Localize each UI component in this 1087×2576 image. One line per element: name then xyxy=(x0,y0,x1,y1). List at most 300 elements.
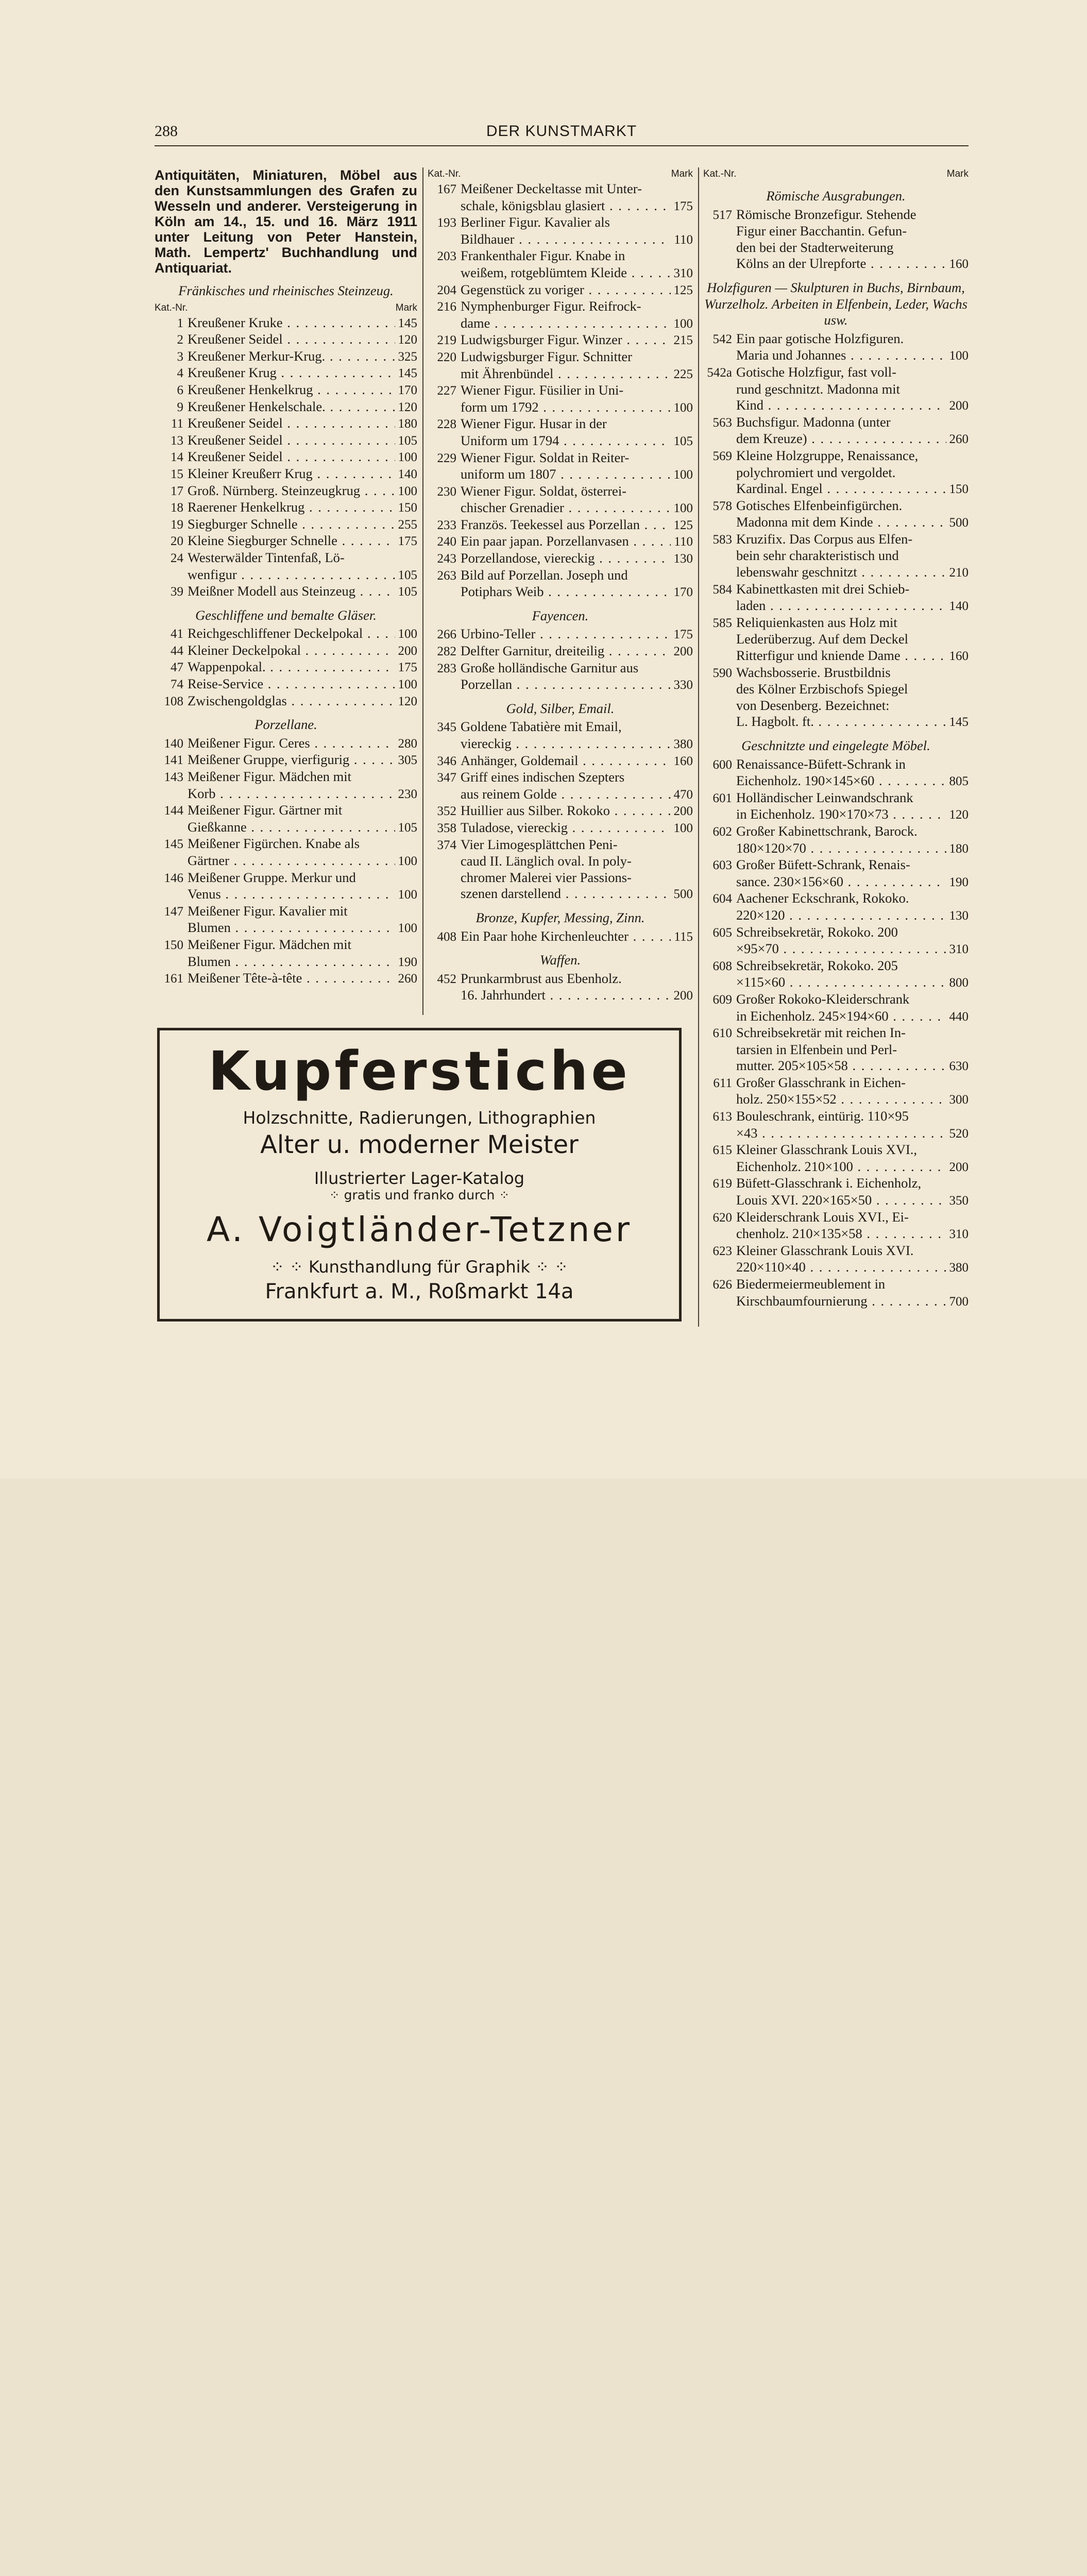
catalog-entry xyxy=(428,803,693,820)
catalog-entry-continuation xyxy=(703,381,969,398)
price: 325 xyxy=(398,349,417,364)
price: 130 xyxy=(949,908,969,923)
catalog-entry xyxy=(703,1025,969,1042)
price: 500 xyxy=(673,887,693,902)
catalog-entry xyxy=(428,450,693,467)
catalog-number: 2 xyxy=(177,333,183,347)
column-divider-2 xyxy=(698,167,699,1327)
price: 225 xyxy=(673,367,693,381)
catalog-number-heading: Kat.-Nr. xyxy=(703,168,737,179)
catalog-entry-continuation xyxy=(703,631,969,648)
catalog-entry xyxy=(155,583,417,600)
entry-text: Vier Limogesplättchen Peni- xyxy=(461,836,618,852)
price: 100 xyxy=(398,677,417,692)
entry-text: mit Ährenbündel . . . xyxy=(461,366,671,382)
catalog-entry xyxy=(428,971,693,988)
catalog-entry xyxy=(703,207,969,224)
catalog-number: 243 xyxy=(437,552,456,566)
price: 175 xyxy=(673,628,693,642)
price: 210 xyxy=(949,566,969,580)
entry-text: form um 1792 . . . xyxy=(461,399,671,416)
column-divider-1 xyxy=(422,167,423,1015)
catalog-entry-continuation xyxy=(703,1226,969,1243)
price: 500 xyxy=(949,516,969,530)
catalog-entry xyxy=(428,332,693,349)
section-heading: Geschnitzte und eingelegte Möbel. xyxy=(741,738,930,753)
catalog-entry xyxy=(703,823,969,840)
catalog-entry-continuation xyxy=(428,870,693,886)
price: 200 xyxy=(949,1160,969,1174)
entry-text: Großer Glasschrank in Eichen- xyxy=(736,1074,906,1090)
catalog-number: 610 xyxy=(712,1026,732,1041)
entry-text: sance. 230×156×60 . . . xyxy=(736,874,946,890)
catalog-entry xyxy=(428,820,693,837)
column-heading xyxy=(428,167,693,181)
catalog-number: 608 xyxy=(712,959,732,973)
catalog-entry-continuation xyxy=(703,1192,969,1209)
catalog-entry-continuation xyxy=(703,941,969,958)
catalog-entry-continuation xyxy=(428,198,693,215)
catalog-entry-continuation xyxy=(428,500,693,517)
entry-text: Reliquienkasten aus Holz mit xyxy=(736,614,897,630)
price: 105 xyxy=(673,434,693,448)
entry-text: Kreußener Krug . . . xyxy=(188,365,395,381)
entry-text: Wiener Figur. Soldat in Reiter- xyxy=(461,449,630,465)
catalog-entry xyxy=(703,665,969,682)
catalog-entry-continuation xyxy=(703,1042,969,1058)
entry-text: lebenswahr geschnitzt . . . xyxy=(736,564,946,581)
catalog-number: 203 xyxy=(437,249,456,264)
entry-text: Meißener Figur. Kavalier mit xyxy=(188,903,348,919)
entry-text: Kardinal. Engel . . . xyxy=(736,481,946,497)
catalog-entry-continuation xyxy=(155,920,417,937)
price: 440 xyxy=(949,1009,969,1024)
catalog-number: 44 xyxy=(171,643,183,658)
catalog-entry-continuation xyxy=(703,548,969,564)
entry-text: Porzellandose, viereckig . . . xyxy=(461,550,671,567)
catalog-entry xyxy=(703,1209,969,1226)
catalog-number: 347 xyxy=(437,771,456,785)
catalog-entry-continuation xyxy=(155,853,417,870)
entry-text: Kleine Siegburger Schnelle . . . xyxy=(188,533,395,549)
price: 160 xyxy=(949,649,969,664)
catalog-number: 603 xyxy=(712,858,732,873)
catalog-entry xyxy=(428,248,693,265)
catalog-entry-continuation xyxy=(703,240,969,256)
price: 100 xyxy=(673,400,693,415)
ad-line xyxy=(160,1188,679,1202)
catalog-entry-continuation xyxy=(428,584,693,601)
catalog-column-2 xyxy=(428,167,693,1004)
catalog-entry-continuation xyxy=(428,399,693,416)
entry-text: Reichgeschliffener Deckelpokal . . . xyxy=(188,625,395,642)
entry-text: Ein paar gotische Holzfiguren. xyxy=(736,330,904,346)
catalog-number: 590 xyxy=(712,666,732,680)
catalog-entry-continuation xyxy=(703,514,969,531)
entry-text: Buchsfigur. Madonna (unter xyxy=(736,414,891,430)
entry-text: Kreußener Seidel . . . xyxy=(188,432,395,449)
catalog-entry xyxy=(155,693,417,710)
section-heading: Fränkisches und rheinisches Steinzeug. xyxy=(178,283,394,298)
catalog-number: 604 xyxy=(712,892,732,906)
catalog-entry-continuation xyxy=(703,1259,969,1276)
entry-text: Gärtner . . . xyxy=(188,853,395,869)
entry-text: schale, königsblau glasiert . . . xyxy=(461,198,671,214)
price: 150 xyxy=(949,482,969,497)
price: 470 xyxy=(673,787,693,802)
price: 100 xyxy=(398,450,417,465)
catalog-entry xyxy=(155,499,417,516)
section-heading: Porzellane. xyxy=(254,717,317,733)
catalog-entry xyxy=(155,752,417,769)
price: 200 xyxy=(949,399,969,413)
catalog-entry xyxy=(155,466,417,483)
catalog-number: 74 xyxy=(171,677,183,692)
catalog-number: 147 xyxy=(164,904,183,919)
catalog-number: 140 xyxy=(164,736,183,751)
catalog-number: 613 xyxy=(712,1110,732,1124)
entry-text: den bei der Stadterweiterung xyxy=(736,239,894,255)
ad-title: Kupferstiche xyxy=(208,1040,631,1103)
entry-text: Kreußener Seidel . . . xyxy=(188,449,395,465)
entry-text: in Eichenholz. 190×170×73 . . . xyxy=(736,806,946,823)
catalog-entry xyxy=(703,581,969,598)
catalog-number: 620 xyxy=(712,1210,732,1225)
catalog-number: 240 xyxy=(437,535,456,549)
price: 170 xyxy=(398,383,417,397)
catalog-entry-continuation xyxy=(428,231,693,248)
price: 175 xyxy=(398,534,417,549)
price: 380 xyxy=(673,737,693,751)
ad-address: Frankfurt a. M., Roßmarkt 14a xyxy=(265,1280,574,1303)
price: 175 xyxy=(673,199,693,213)
price: 330 xyxy=(673,678,693,692)
catalog-entry xyxy=(703,857,969,874)
catalog-number-heading: Kat.-Nr. xyxy=(155,302,188,313)
catalog-entry xyxy=(428,550,693,567)
entry-text: Wiener Figur. Füsilier in Uni- xyxy=(461,382,624,398)
price: 145 xyxy=(398,366,417,381)
catalog-number: 41 xyxy=(171,627,183,641)
entry-text: Meißener Figur. Ceres . . . xyxy=(188,735,395,752)
entry-text: Meißener Gruppe, vierfigurig . . . xyxy=(188,752,395,768)
entry-text: Kreußener Henkelkrug . . . xyxy=(188,382,395,398)
catalog-entry xyxy=(155,415,417,432)
catalog-number-heading: Kat.-Nr. xyxy=(428,168,461,179)
page-header xyxy=(155,120,969,142)
price: 150 xyxy=(398,501,417,515)
viewer-footer xyxy=(0,1479,1087,1562)
ad-line: Illustrierter Lager-Katalog xyxy=(314,1168,525,1188)
entry-text: Siegburger Schnelle . . . xyxy=(188,516,395,533)
catalog-entry xyxy=(428,769,693,786)
catalog-number: 145 xyxy=(164,837,183,852)
entry-text: Potiphars Weib . . . xyxy=(461,584,671,600)
catalog-entry-continuation xyxy=(428,786,693,803)
catalog-number: 18 xyxy=(171,501,183,515)
catalog-entry xyxy=(703,615,969,632)
catalog-entry-continuation xyxy=(428,886,693,903)
price: 100 xyxy=(673,468,693,482)
catalog-entry xyxy=(428,928,693,945)
entry-text: szenen darstellend . . . xyxy=(461,886,671,902)
catalog-number: 283 xyxy=(437,661,456,675)
entry-text: Meißener Figur. Gärtner mit xyxy=(188,802,343,818)
price: 100 xyxy=(398,627,417,641)
price: 200 xyxy=(673,989,693,1003)
entry-text: Kreußener Kruke . . . xyxy=(188,315,395,331)
catalog-entry xyxy=(155,937,417,954)
entry-text: Meißener Figur. Mädchen mit xyxy=(188,769,351,785)
entry-text: Westerwälder Tintenfaß, Lö- xyxy=(188,549,345,565)
catalog-entry xyxy=(155,676,417,693)
price: 310 xyxy=(949,942,969,957)
entry-text: Huillier aus Silber. Rokoko . . . xyxy=(461,803,671,819)
price: 190 xyxy=(949,875,969,889)
entry-text: tarsien in Elfenbein und Perl- xyxy=(736,1041,897,1057)
catalog-number: 1 xyxy=(177,316,183,330)
price: 105 xyxy=(398,585,417,599)
catalog-entry-continuation xyxy=(428,433,693,450)
catalog-entry-continuation xyxy=(703,907,969,924)
entry-text: holz. 250×155×52 . . . xyxy=(736,1091,946,1108)
section-heading: Geschliffene und bemalte Gläser. xyxy=(195,607,377,623)
catalog-entry-continuation xyxy=(703,598,969,615)
entry-text: Kreußener Merkur-Krug. . . . xyxy=(188,348,395,365)
catalog-number: 584 xyxy=(712,582,732,597)
catalog-number: 150 xyxy=(164,938,183,952)
price: 260 xyxy=(949,432,969,447)
entry-text: ×95×70 . . . xyxy=(736,941,946,957)
catalog-number: 233 xyxy=(437,518,456,532)
catalog-entry xyxy=(155,365,417,382)
price: 110 xyxy=(674,535,693,549)
catalog-entry xyxy=(703,1243,969,1260)
catalog-number: 108 xyxy=(164,694,183,708)
entry-text: 180×120×70 . . . xyxy=(736,840,946,857)
entry-text: Ludwigsburger Figur. Schnitter xyxy=(461,348,632,364)
entry-text: Römische Bronzefigur. Stehende xyxy=(736,206,916,222)
catalog-entry-continuation xyxy=(428,736,693,753)
catalog-entry-continuation xyxy=(155,819,417,836)
entry-text: Kölns an der Ulrepforte . . . xyxy=(736,256,946,272)
catalog-entry xyxy=(703,958,969,975)
section-heading: Bronze, Kupfer, Messing, Zinn. xyxy=(475,909,645,925)
entry-text: Bild auf Porzellan. Joseph und xyxy=(461,567,628,583)
catalog-number: 39 xyxy=(171,585,183,599)
catalog-number: 585 xyxy=(712,616,732,630)
entry-text: Maria und Johannes . . . xyxy=(736,347,946,364)
catalog-number: 230 xyxy=(437,484,456,499)
entry-text: Anhänger, Goldemail . . . xyxy=(461,753,671,769)
catalog-entry xyxy=(155,802,417,819)
entry-text: Groß. Nürnberg. Steinzeugkrug . . . xyxy=(188,483,395,499)
catalog-entry xyxy=(155,449,417,466)
entry-text: Blumen . . . xyxy=(188,920,395,936)
entry-text: Wiener Figur. Soldat, österrei- xyxy=(461,483,627,499)
catalog-number: 517 xyxy=(712,208,732,222)
ad-line-text: gratis und franko durch xyxy=(344,1188,495,1202)
price: 305 xyxy=(398,753,417,768)
entry-text: Uniform um 1794 . . . xyxy=(461,433,671,449)
entry-text: Kind . . . xyxy=(736,397,946,414)
catalog-number: 600 xyxy=(712,757,732,772)
catalog-number: 219 xyxy=(437,333,456,348)
entry-text: Goldene Tabatière mit Email, xyxy=(461,719,622,735)
entry-text: Meißener Figur. Mädchen mit xyxy=(188,936,351,952)
catalog-entry xyxy=(428,214,693,231)
price: 805 xyxy=(949,774,969,789)
entry-text: Holländischer Leinwandschrank xyxy=(736,789,913,805)
entry-text: polychromiert und vergoldet. xyxy=(736,464,896,480)
entry-text: Madonna mit dem Kinde . . . xyxy=(736,514,946,531)
entry-text: Wachsbosserie. Brustbildnis xyxy=(736,664,891,680)
entry-text: Prunkarmbrust aus Ebenholz. xyxy=(461,970,622,986)
catalog-entry xyxy=(155,903,417,920)
catalog-number: 9 xyxy=(177,400,183,414)
price: 145 xyxy=(949,715,969,730)
catalog-entry xyxy=(703,756,969,773)
entry-text: Tuladose, viereckig . . . xyxy=(461,820,671,836)
catalog-entry-continuation xyxy=(428,987,693,1004)
section-heading: Holzfiguren — Skulpturen in Buchs, Birnbaum, Wurzelholz. Arbeiten in Elfenbein, Leder, Wachs usw. xyxy=(704,279,967,328)
price: 100 xyxy=(398,484,417,498)
catalog-entry-continuation xyxy=(155,786,417,803)
column-heading xyxy=(155,301,417,315)
catalog-entry-continuation xyxy=(428,265,693,282)
catalog-entry-continuation xyxy=(703,564,969,581)
catalog-entry-continuation xyxy=(703,465,969,481)
entry-text: Eichenholz. 190×145×60 . . . xyxy=(736,773,946,789)
entry-text: 220×110×40 . . . xyxy=(736,1259,946,1276)
entry-text: Renaissance-Büfett-Schrank in xyxy=(736,756,906,772)
catalog-entry-continuation xyxy=(703,974,969,991)
catalog-entry xyxy=(155,483,417,500)
entry-text: Meißner Modell aus Steinzeug . . . xyxy=(188,583,395,600)
price: 145 xyxy=(398,316,417,330)
entry-text: Aachener Eckschrank, Rokoko. xyxy=(736,890,909,906)
catalog-entry xyxy=(155,399,417,416)
entry-text: Meißener Tête-à-tête . . . xyxy=(188,970,395,987)
entry-text: Delfter Garnitur, dreiteilig . . . xyxy=(461,643,671,659)
entry-text: ×43 . . . xyxy=(736,1125,946,1142)
catalog-entry-continuation xyxy=(428,466,693,483)
catalog-number: 11 xyxy=(171,417,183,431)
catalog-entry xyxy=(155,769,417,786)
entry-text: mutter. 205×105×58 . . . xyxy=(736,1058,946,1074)
catalog-entry xyxy=(703,414,969,431)
catalog-entry-continuation xyxy=(155,567,417,584)
entry-text: Kleiner Deckelpokal . . . xyxy=(188,642,395,659)
entry-text: 16. Jahrhundert . . . xyxy=(461,987,671,1004)
entry-text: Nymphenburger Figur. Reifrock- xyxy=(461,298,641,314)
entry-text: weißem, rotgeblümtem Kleide . . . xyxy=(461,265,671,281)
price: 100 xyxy=(673,821,693,835)
entry-text: Porzellan . . . xyxy=(461,676,671,693)
entry-text: Großer Rokoko-Kleiderschrank xyxy=(736,991,910,1007)
catalog-number: 266 xyxy=(437,628,456,642)
catalog-number: 623 xyxy=(712,1244,732,1258)
price: 100 xyxy=(398,888,417,902)
catalog-entry-continuation xyxy=(703,773,969,790)
entry-text: Griff eines indischen Szepters xyxy=(461,769,625,785)
catalog-entry xyxy=(428,660,693,677)
catalog-number: 204 xyxy=(437,283,456,297)
entry-text: dame . . . xyxy=(461,315,671,332)
entry-text: Kreußener Henkelschale. . . . xyxy=(188,399,395,415)
catalog-entry xyxy=(155,836,417,853)
entry-text: Schreibsekretär, Rokoko. 205 xyxy=(736,957,898,973)
ad-line: Holzschnitte, Radierungen, Lithographien xyxy=(243,1108,596,1128)
catalog-number: 263 xyxy=(437,568,456,583)
catalog-entry xyxy=(703,1276,969,1293)
entry-text: Schreibsekretär, Rokoko. 200 xyxy=(736,924,898,940)
catalog-entry xyxy=(155,348,417,365)
catalog-entry xyxy=(428,719,693,736)
entry-text: Reise-Service . . . xyxy=(188,676,395,692)
entry-text: Venus . . . xyxy=(188,886,395,903)
catalog-entry xyxy=(155,331,417,348)
catalog-number: 167 xyxy=(437,182,456,196)
entry-text: Figur einer Bacchantin. Gefun- xyxy=(736,223,907,239)
entry-text: Urbino-Teller . . . xyxy=(461,626,671,642)
page-number: 288 xyxy=(155,123,178,140)
price-heading: Mark xyxy=(671,168,693,179)
catalog-number: 602 xyxy=(712,824,732,839)
catalog-entry xyxy=(155,642,417,659)
catalog-entry xyxy=(703,890,969,907)
catalog-entry xyxy=(428,382,693,399)
entry-text: Gießkanne . . . xyxy=(188,819,395,836)
entry-text: Kabinettkasten mit drei Schieb- xyxy=(736,581,910,597)
catalog-number: 352 xyxy=(437,804,456,819)
catalog-number: 141 xyxy=(164,753,183,768)
catalog-entry xyxy=(703,924,969,941)
catalog-entry-continuation xyxy=(703,256,969,273)
catalog-number: 615 xyxy=(712,1143,732,1158)
entry-text: bein sehr charakteristisch und xyxy=(736,548,899,564)
catalog-entry xyxy=(155,870,417,887)
price: 800 xyxy=(949,976,969,990)
catalog-entry xyxy=(703,364,969,381)
catalog-number: 19 xyxy=(171,517,183,532)
price: 260 xyxy=(398,972,417,986)
ornament-icon: ⁘ xyxy=(495,1188,510,1202)
entry-text: Blumen . . . xyxy=(188,954,395,970)
catalog-entry-continuation xyxy=(703,714,969,731)
entry-text: Wiener Figur. Husar in der xyxy=(461,416,607,432)
catalog-number: 220 xyxy=(437,350,456,364)
catalog-entry-continuation xyxy=(703,806,969,823)
column-heading xyxy=(703,167,969,181)
catalog-number: 569 xyxy=(712,449,732,463)
entry-text: Zwischengoldglas . . . xyxy=(188,693,395,709)
catalog-entry-continuation xyxy=(703,431,969,448)
catalog-entry-continuation xyxy=(703,223,969,240)
entry-text: Bouleschrank, eintürig. 110×95 xyxy=(736,1108,909,1124)
price: 180 xyxy=(949,841,969,856)
entry-text: Ritterfigur und kniende Dame . . . xyxy=(736,648,946,664)
price: 200 xyxy=(398,643,417,658)
catalog-entry xyxy=(428,626,693,643)
entry-text: Gegenstück zu voriger . . . xyxy=(461,282,671,298)
price: 125 xyxy=(673,283,693,297)
catalog-number: 20 xyxy=(171,534,183,549)
price: 310 xyxy=(949,1227,969,1242)
catalog-entry-continuation xyxy=(703,1058,969,1075)
catalog-entry-continuation xyxy=(155,954,417,971)
advertisement-box xyxy=(157,1028,682,1321)
